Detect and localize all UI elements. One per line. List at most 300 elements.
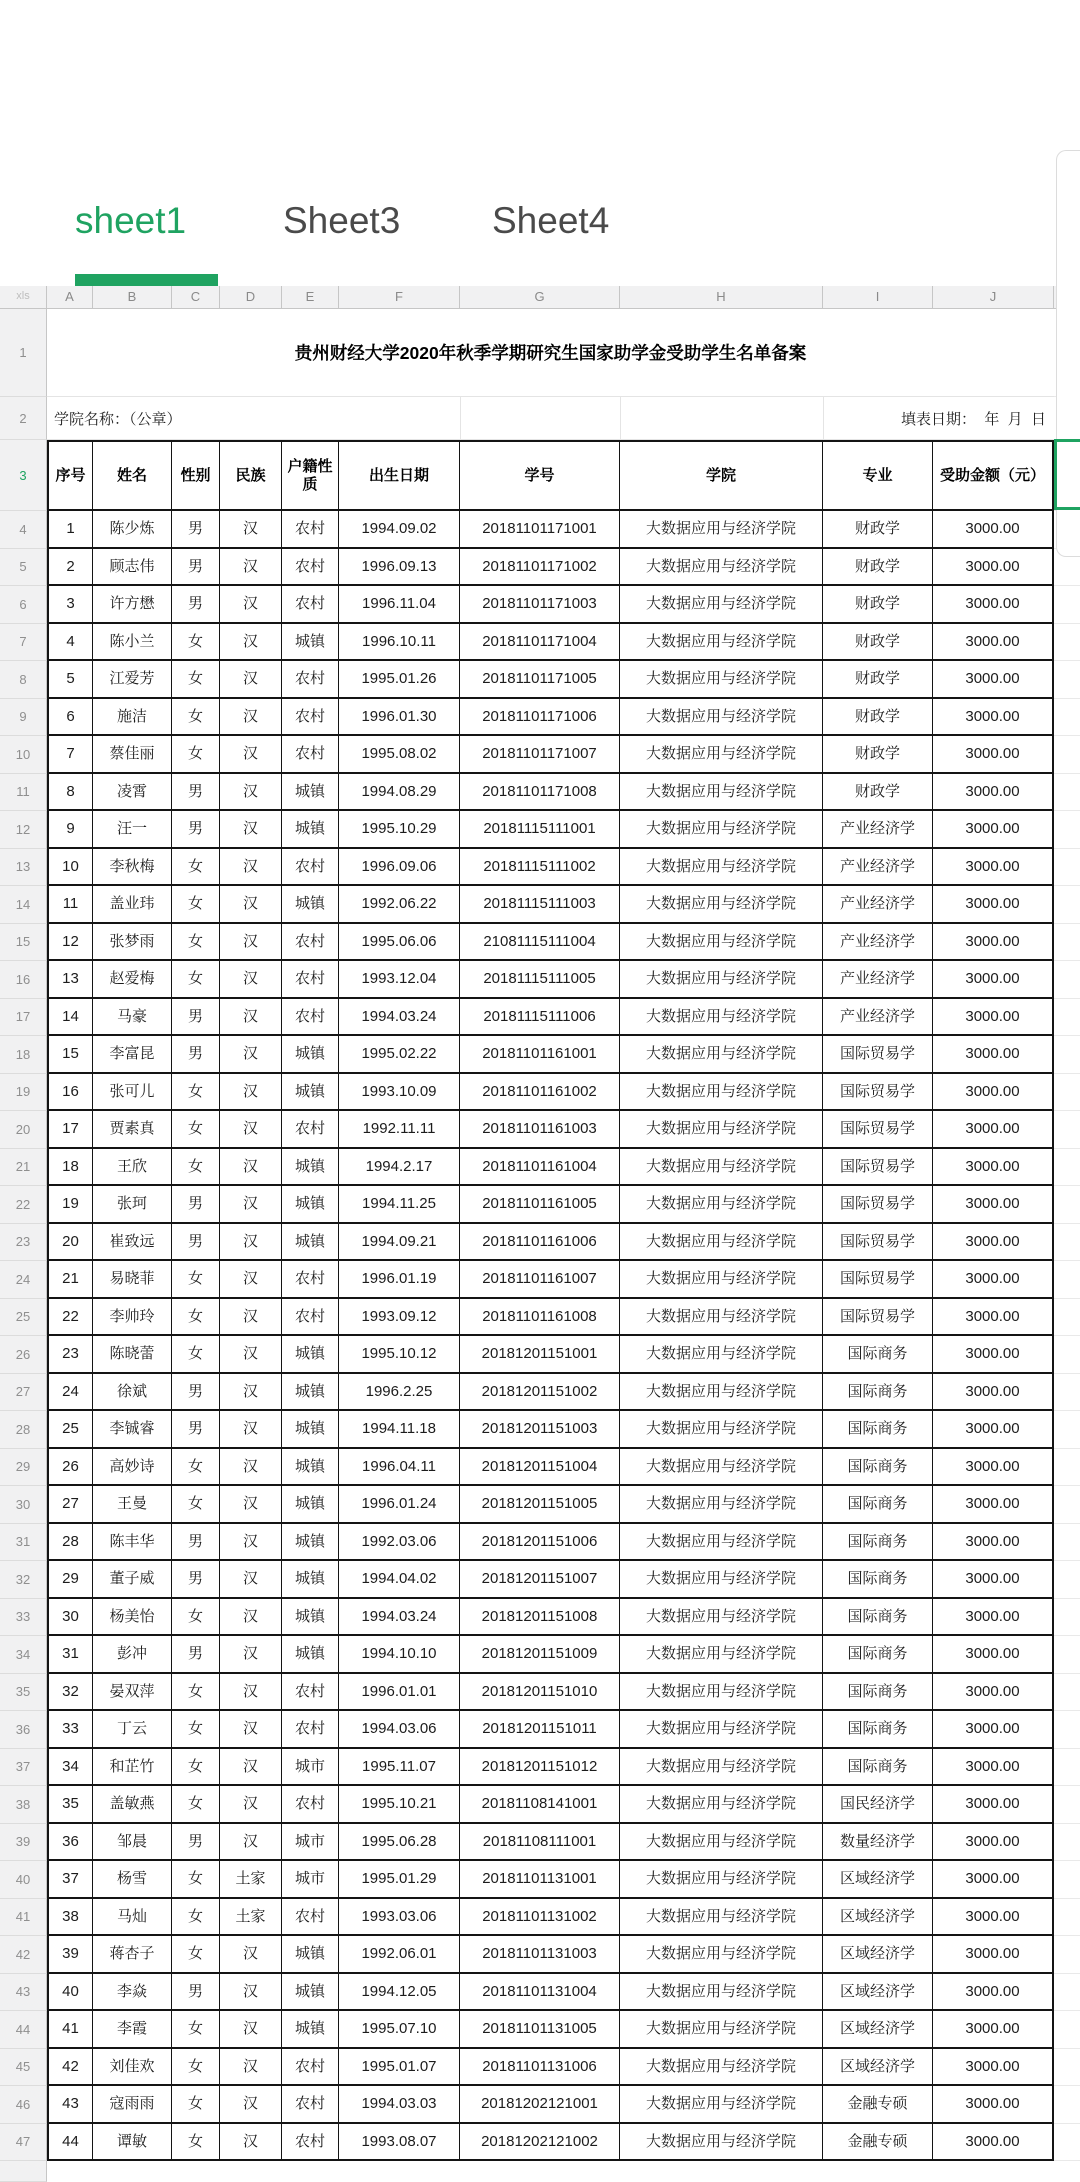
- cell[interactable]: 大数据应用与经济学院: [620, 1299, 823, 1337]
- row-header-32[interactable]: 32: [0, 1561, 47, 1599]
- cell[interactable]: 汉: [220, 1486, 282, 1524]
- college-name-label[interactable]: 学院名称：（公章）: [47, 397, 460, 440]
- cell[interactable]: 王曼: [93, 1486, 172, 1524]
- cell[interactable]: 大数据应用与经济学院: [620, 1824, 823, 1862]
- cell[interactable]: 1996.09.13: [339, 549, 460, 587]
- cell[interactable]: 1995.06.06: [339, 924, 460, 962]
- row-header-21[interactable]: 21: [0, 1149, 47, 1187]
- cell[interactable]: 大数据应用与经济学院: [620, 1899, 823, 1937]
- cell[interactable]: 区域经济学: [823, 1974, 933, 2012]
- cell[interactable]: 大数据应用与经济学院: [620, 1336, 823, 1374]
- empty-cell[interactable]: [1054, 586, 1080, 624]
- cell[interactable]: 汉: [220, 624, 282, 662]
- cell[interactable]: 城市: [282, 1861, 339, 1899]
- cell[interactable]: 1994.03.06: [339, 1711, 460, 1749]
- cell[interactable]: 城镇: [282, 1449, 339, 1487]
- cell[interactable]: 国际商务: [823, 1411, 933, 1449]
- row-header-40[interactable]: 40: [0, 1861, 47, 1899]
- cell[interactable]: 女: [172, 924, 220, 962]
- cell[interactable]: 大数据应用与经济学院: [620, 699, 823, 737]
- cell[interactable]: 女: [172, 1449, 220, 1487]
- cell[interactable]: 赵爱梅: [93, 961, 172, 999]
- cell[interactable]: 20181101171006: [460, 699, 620, 737]
- cell[interactable]: 29: [47, 1561, 93, 1599]
- cell[interactable]: 3000.00: [933, 699, 1054, 737]
- empty-cell[interactable]: [1054, 661, 1080, 699]
- row-header-29[interactable]: 29: [0, 1449, 47, 1487]
- cell[interactable]: 3: [47, 586, 93, 624]
- cell[interactable]: 1996.10.11: [339, 624, 460, 662]
- row-header-10[interactable]: 10: [0, 736, 47, 774]
- cell[interactable]: 汉: [220, 1336, 282, 1374]
- cell[interactable]: 大数据应用与经济学院: [620, 1186, 823, 1224]
- cell[interactable]: 1993.10.09: [339, 1074, 460, 1112]
- cell[interactable]: 李霞: [93, 2011, 172, 2049]
- cell[interactable]: 女: [172, 2049, 220, 2087]
- cell[interactable]: 1995.01.29: [339, 1861, 460, 1899]
- empty-cell[interactable]: [1054, 1974, 1080, 2012]
- cell[interactable]: 女: [172, 1074, 220, 1112]
- column-header-A[interactable]: A: [47, 286, 93, 308]
- column-header-B[interactable]: B: [93, 286, 172, 308]
- empty-cell[interactable]: [1054, 1861, 1080, 1899]
- cell[interactable]: 大数据应用与经济学院: [620, 624, 823, 662]
- cell[interactable]: 3000.00: [933, 1449, 1054, 1487]
- cell[interactable]: 大数据应用与经济学院: [620, 1636, 823, 1674]
- row-header-15[interactable]: 15: [0, 924, 47, 962]
- cell[interactable]: 13: [47, 961, 93, 999]
- cell[interactable]: 20181201151005: [460, 1486, 620, 1524]
- cell[interactable]: 汉: [220, 1261, 282, 1299]
- cell[interactable]: 城镇: [282, 2011, 339, 2049]
- cell[interactable]: 3000.00: [933, 1711, 1054, 1749]
- cell[interactable]: 1992.06.01: [339, 1936, 460, 1974]
- cell[interactable]: 城镇: [282, 1149, 339, 1187]
- cell[interactable]: 产业经济学: [823, 961, 933, 999]
- empty-cell[interactable]: [1054, 1374, 1080, 1412]
- cell[interactable]: 董子威: [93, 1561, 172, 1599]
- empty-cell[interactable]: [1054, 1224, 1080, 1262]
- cell[interactable]: 1996.01.19: [339, 1261, 460, 1299]
- cell[interactable]: 19: [47, 1186, 93, 1224]
- cell[interactable]: 20181201151002: [460, 1374, 620, 1412]
- cell[interactable]: 3000.00: [933, 661, 1054, 699]
- cell[interactable]: 汉: [220, 1599, 282, 1637]
- empty-cell[interactable]: [1054, 2011, 1080, 2049]
- cell[interactable]: 2: [47, 549, 93, 587]
- cell[interactable]: 财政学: [823, 774, 933, 812]
- cell[interactable]: 20181108111001: [460, 1824, 620, 1862]
- cell[interactable]: 汉: [220, 1411, 282, 1449]
- cell[interactable]: 1995.10.29: [339, 811, 460, 849]
- cell[interactable]: 马灿: [93, 1899, 172, 1937]
- cell[interactable]: 大数据应用与经济学院: [620, 736, 823, 774]
- empty-cell[interactable]: [1054, 999, 1080, 1037]
- cell[interactable]: 3000.00: [933, 1636, 1054, 1674]
- cell[interactable]: 汉: [220, 1074, 282, 1112]
- cell[interactable]: 1994.12.05: [339, 1974, 460, 2012]
- cell[interactable]: 3000.00: [933, 1036, 1054, 1074]
- cell[interactable]: 38: [47, 1899, 93, 1937]
- empty-cell[interactable]: [1054, 1149, 1080, 1187]
- cell[interactable]: 1994.03.03: [339, 2086, 460, 2124]
- cell[interactable]: 1993.08.07: [339, 2124, 460, 2162]
- row-header-39[interactable]: 39: [0, 1824, 47, 1862]
- cell[interactable]: 女: [172, 1486, 220, 1524]
- empty-cell[interactable]: [1054, 1636, 1080, 1674]
- cell[interactable]: 7: [47, 736, 93, 774]
- row-header-23[interactable]: 23: [0, 1224, 47, 1262]
- cell[interactable]: 1995.10.12: [339, 1336, 460, 1374]
- cell[interactable]: 女: [172, 699, 220, 737]
- cell[interactable]: 大数据应用与经济学院: [620, 1674, 823, 1712]
- cell[interactable]: 1996.11.04: [339, 586, 460, 624]
- cell[interactable]: 大数据应用与经济学院: [620, 1749, 823, 1787]
- cell[interactable]: 杨美怡: [93, 1599, 172, 1637]
- cell[interactable]: 23: [47, 1336, 93, 1374]
- cell[interactable]: 大数据应用与经济学院: [620, 1411, 823, 1449]
- cell[interactable]: 大数据应用与经济学院: [620, 1149, 823, 1187]
- cell[interactable]: 汉: [220, 1149, 282, 1187]
- cell[interactable]: 20181201151012: [460, 1749, 620, 1787]
- cell[interactable]: 16: [47, 1074, 93, 1112]
- cell[interactable]: 女: [172, 1786, 220, 1824]
- cell[interactable]: 1996.01.01: [339, 1674, 460, 1712]
- cell[interactable]: 城镇: [282, 1411, 339, 1449]
- cell[interactable]: 国际商务: [823, 1636, 933, 1674]
- empty-cell[interactable]: [620, 397, 823, 440]
- cell[interactable]: 晏双萍: [93, 1674, 172, 1712]
- cell[interactable]: 3000.00: [933, 999, 1054, 1037]
- cell[interactable]: 1995.01.26: [339, 661, 460, 699]
- cell[interactable]: 3000.00: [933, 961, 1054, 999]
- cell[interactable]: 3000.00: [933, 1261, 1054, 1299]
- cell[interactable]: 大数据应用与经济学院: [620, 1599, 823, 1637]
- cell[interactable]: 女: [172, 1149, 220, 1187]
- cell[interactable]: 城镇: [282, 1374, 339, 1412]
- cell[interactable]: 3000.00: [933, 1486, 1054, 1524]
- empty-cell[interactable]: [460, 397, 620, 440]
- cell[interactable]: 1994.04.02: [339, 1561, 460, 1599]
- row-header-34[interactable]: 34: [0, 1636, 47, 1674]
- cell[interactable]: 财政学: [823, 736, 933, 774]
- column-header-H[interactable]: H: [620, 286, 823, 308]
- cell[interactable]: 3000.00: [933, 811, 1054, 849]
- cell[interactable]: 国际贸易学: [823, 1074, 933, 1112]
- row-header-19[interactable]: 19: [0, 1074, 47, 1112]
- cell[interactable]: 国际商务: [823, 1599, 933, 1637]
- row-header-26[interactable]: 26: [0, 1336, 47, 1374]
- cell[interactable]: 陈少炼: [93, 511, 172, 549]
- cell[interactable]: 37: [47, 1861, 93, 1899]
- cell[interactable]: 1994.10.10: [339, 1636, 460, 1674]
- cell[interactable]: 大数据应用与经济学院: [620, 1786, 823, 1824]
- cell[interactable]: 城镇: [282, 811, 339, 849]
- cell[interactable]: 大数据应用与经济学院: [620, 811, 823, 849]
- cell[interactable]: 18: [47, 1149, 93, 1187]
- row-header-4[interactable]: 4: [0, 511, 47, 549]
- cell[interactable]: 国际贸易学: [823, 1261, 933, 1299]
- row-header-18[interactable]: 18: [0, 1036, 47, 1074]
- select-all-corner[interactable]: xls: [0, 286, 47, 308]
- cell[interactable]: 国际贸易学: [823, 1036, 933, 1074]
- row-header-6[interactable]: 6: [0, 586, 47, 624]
- row-header-12[interactable]: 12: [0, 811, 47, 849]
- cell[interactable]: 44: [47, 2124, 93, 2162]
- cell[interactable]: 大数据应用与经济学院: [620, 1261, 823, 1299]
- cell[interactable]: 汉: [220, 1786, 282, 1824]
- cell[interactable]: 女: [172, 1261, 220, 1299]
- cell[interactable]: 男: [172, 1636, 220, 1674]
- cell[interactable]: 15: [47, 1036, 93, 1074]
- cell[interactable]: 20181101171001: [460, 511, 620, 549]
- cell[interactable]: 大数据应用与经济学院: [620, 849, 823, 887]
- cell[interactable]: 3000.00: [933, 1561, 1054, 1599]
- cell[interactable]: 城镇: [282, 1224, 339, 1262]
- cell[interactable]: 农村: [282, 1111, 339, 1149]
- row-header-2[interactable]: 2: [0, 397, 47, 440]
- header-cell[interactable]: 专业: [823, 440, 933, 511]
- cell[interactable]: 国际贸易学: [823, 1111, 933, 1149]
- column-header-E[interactable]: E: [282, 286, 339, 308]
- cell[interactable]: 21081115111004: [460, 924, 620, 962]
- cell[interactable]: 产业经济学: [823, 886, 933, 924]
- cell[interactable]: 汉: [220, 961, 282, 999]
- empty-cell[interactable]: [1054, 1186, 1080, 1224]
- cell[interactable]: 20181101161003: [460, 1111, 620, 1149]
- cell[interactable]: 汉: [220, 924, 282, 962]
- cell[interactable]: 21: [47, 1261, 93, 1299]
- cell[interactable]: 汉: [220, 1561, 282, 1599]
- cell[interactable]: 大数据应用与经济学院: [620, 1449, 823, 1487]
- cell[interactable]: 20181101131004: [460, 1974, 620, 2012]
- cell[interactable]: 20181101131001: [460, 1861, 620, 1899]
- cell[interactable]: 国际贸易学: [823, 1186, 933, 1224]
- empty-cell[interactable]: [1054, 1336, 1080, 1374]
- cell[interactable]: 3000.00: [933, 1599, 1054, 1637]
- cell[interactable]: 1995.02.22: [339, 1036, 460, 1074]
- empty-cell[interactable]: [1054, 1899, 1080, 1937]
- column-header-G[interactable]: G: [460, 286, 620, 308]
- cell[interactable]: 农村: [282, 549, 339, 587]
- cell[interactable]: 3000.00: [933, 1674, 1054, 1712]
- cell[interactable]: 35: [47, 1786, 93, 1824]
- cell[interactable]: 女: [172, 1111, 220, 1149]
- row-header-44[interactable]: 44: [0, 2011, 47, 2049]
- cell[interactable]: 区域经济学: [823, 1861, 933, 1899]
- cell[interactable]: 大数据应用与经济学院: [620, 999, 823, 1037]
- cell[interactable]: 汪一: [93, 811, 172, 849]
- empty-cell[interactable]: [1054, 1824, 1080, 1862]
- cell[interactable]: 女: [172, 2011, 220, 2049]
- cell[interactable]: 国际贸易学: [823, 1149, 933, 1187]
- cell[interactable]: 1995.11.07: [339, 1749, 460, 1787]
- cell[interactable]: 汉: [220, 1186, 282, 1224]
- cell[interactable]: 1996.01.24: [339, 1486, 460, 1524]
- cell[interactable]: 施洁: [93, 699, 172, 737]
- empty-cell[interactable]: [1054, 2124, 1080, 2162]
- cell[interactable]: 20181201151009: [460, 1636, 620, 1674]
- cell[interactable]: 李帅玲: [93, 1299, 172, 1337]
- cell[interactable]: 汉: [220, 586, 282, 624]
- cell[interactable]: 1994.03.24: [339, 1599, 460, 1637]
- cell[interactable]: 3000.00: [933, 1749, 1054, 1787]
- cell[interactable]: 3000.00: [933, 1111, 1054, 1149]
- cell[interactable]: 国际商务: [823, 1711, 933, 1749]
- cell[interactable]: 男: [172, 1374, 220, 1412]
- cell[interactable]: 男: [172, 1224, 220, 1262]
- cell[interactable]: 4: [47, 624, 93, 662]
- cell[interactable]: 20181101171003: [460, 586, 620, 624]
- row-header-28[interactable]: 28: [0, 1411, 47, 1449]
- cell[interactable]: 区域经济学: [823, 1936, 933, 1974]
- cell[interactable]: 城镇: [282, 1074, 339, 1112]
- empty-cell[interactable]: [1054, 736, 1080, 774]
- cell[interactable]: 财政学: [823, 661, 933, 699]
- cell[interactable]: 城镇: [282, 1336, 339, 1374]
- cell[interactable]: 3000.00: [933, 2124, 1054, 2162]
- row-header-5[interactable]: 5: [0, 549, 47, 587]
- cell[interactable]: 陈小兰: [93, 624, 172, 662]
- cell[interactable]: 20181202121002: [460, 2124, 620, 2162]
- cell[interactable]: 3000.00: [933, 2049, 1054, 2087]
- cell[interactable]: 女: [172, 1711, 220, 1749]
- column-header-I[interactable]: I: [823, 286, 933, 308]
- row-header-9[interactable]: 9: [0, 699, 47, 737]
- cell[interactable]: 1995.06.28: [339, 1824, 460, 1862]
- cell[interactable]: 农村: [282, 961, 339, 999]
- cell[interactable]: 国际商务: [823, 1561, 933, 1599]
- cell[interactable]: 3000.00: [933, 1186, 1054, 1224]
- cell[interactable]: 汉: [220, 661, 282, 699]
- cell[interactable]: 国际商务: [823, 1336, 933, 1374]
- cell[interactable]: 农村: [282, 511, 339, 549]
- cell[interactable]: 农村: [282, 2049, 339, 2087]
- header-cell[interactable]: 学号: [460, 440, 620, 511]
- empty-cell[interactable]: [1054, 849, 1080, 887]
- cell[interactable]: 1994.03.24: [339, 999, 460, 1037]
- cell[interactable]: 贾素真: [93, 1111, 172, 1149]
- tab-sheet1[interactable]: sheet1: [75, 200, 187, 241]
- cell[interactable]: 大数据应用与经济学院: [620, 1374, 823, 1412]
- row-header-22[interactable]: 22: [0, 1186, 47, 1224]
- empty-cell[interactable]: [1054, 2086, 1080, 2124]
- cell[interactable]: 20181101131005: [460, 2011, 620, 2049]
- cell[interactable]: 城镇: [282, 886, 339, 924]
- cell[interactable]: 12: [47, 924, 93, 962]
- cell[interactable]: 大数据应用与经济学院: [620, 1711, 823, 1749]
- cell[interactable]: 41: [47, 2011, 93, 2049]
- cell[interactable]: 女: [172, 1599, 220, 1637]
- cell[interactable]: 3000.00: [933, 849, 1054, 887]
- cell[interactable]: 大数据应用与经济学院: [620, 2086, 823, 2124]
- cell[interactable]: 3000.00: [933, 1786, 1054, 1824]
- row-header-17[interactable]: 17: [0, 999, 47, 1037]
- cell[interactable]: 农村: [282, 2086, 339, 2124]
- column-header-C[interactable]: C: [172, 286, 220, 308]
- cell[interactable]: 汉: [220, 511, 282, 549]
- cell[interactable]: 20181202121001: [460, 2086, 620, 2124]
- cell[interactable]: 20181101171002: [460, 549, 620, 587]
- cell[interactable]: 谭敏: [93, 2124, 172, 2162]
- cell[interactable]: 男: [172, 549, 220, 587]
- cell[interactable]: 14: [47, 999, 93, 1037]
- cell[interactable]: 城镇: [282, 1599, 339, 1637]
- cell[interactable]: 11: [47, 886, 93, 924]
- cell[interactable]: 区域经济学: [823, 1899, 933, 1937]
- cell[interactable]: 农村: [282, 1674, 339, 1712]
- cell[interactable]: 女: [172, 2086, 220, 2124]
- cell[interactable]: 1995.07.10: [339, 2011, 460, 2049]
- header-cell[interactable]: 出生日期: [339, 440, 460, 511]
- row-header-8[interactable]: 8: [0, 661, 47, 699]
- cell[interactable]: 20181101161004: [460, 1149, 620, 1187]
- cell[interactable]: 3000.00: [933, 924, 1054, 962]
- cell[interactable]: 9: [47, 811, 93, 849]
- cell[interactable]: 大数据应用与经济学院: [620, 586, 823, 624]
- cell[interactable]: 24: [47, 1374, 93, 1412]
- cell[interactable]: 财政学: [823, 699, 933, 737]
- row-header-16[interactable]: 16: [0, 961, 47, 999]
- cell[interactable]: 国民经济学: [823, 1786, 933, 1824]
- cell[interactable]: 20181201151006: [460, 1524, 620, 1562]
- cell[interactable]: 汉: [220, 1711, 282, 1749]
- cell[interactable]: 国际贸易学: [823, 1224, 933, 1262]
- cell[interactable]: 1994.11.18: [339, 1411, 460, 1449]
- cell[interactable]: 1996.2.25: [339, 1374, 460, 1412]
- row-header-48[interactable]: [0, 2161, 47, 2182]
- cell[interactable]: 蒋杏子: [93, 1936, 172, 1974]
- cell[interactable]: 张可儿: [93, 1074, 172, 1112]
- cell[interactable]: 农村: [282, 586, 339, 624]
- empty-cell[interactable]: [1054, 1074, 1080, 1112]
- cell[interactable]: 20181201151010: [460, 1674, 620, 1712]
- empty-cell[interactable]: [1054, 1786, 1080, 1824]
- cell[interactable]: 3000.00: [933, 1224, 1054, 1262]
- header-cell[interactable]: 姓名: [93, 440, 172, 511]
- cell[interactable]: 产业经济学: [823, 924, 933, 962]
- cell[interactable]: 大数据应用与经济学院: [620, 1936, 823, 1974]
- cell[interactable]: 1995.01.07: [339, 2049, 460, 2087]
- cell[interactable]: 1993.03.06: [339, 1899, 460, 1937]
- cell[interactable]: 马豪: [93, 999, 172, 1037]
- cell[interactable]: 3000.00: [933, 1524, 1054, 1562]
- cell[interactable]: 32: [47, 1674, 93, 1712]
- cell[interactable]: 刘佳欢: [93, 2049, 172, 2087]
- cell[interactable]: 国际商务: [823, 1374, 933, 1412]
- cell[interactable]: 大数据应用与经济学院: [620, 1224, 823, 1262]
- cell[interactable]: 1994.09.21: [339, 1224, 460, 1262]
- cell[interactable]: 女: [172, 886, 220, 924]
- cell[interactable]: 大数据应用与经济学院: [620, 2011, 823, 2049]
- cell[interactable]: 汉: [220, 999, 282, 1037]
- cell[interactable]: 凌霄: [93, 774, 172, 812]
- cell[interactable]: 1992.03.06: [339, 1524, 460, 1562]
- row-header-33[interactable]: 33: [0, 1599, 47, 1637]
- cell[interactable]: 财政学: [823, 586, 933, 624]
- cell[interactable]: 20181108141001: [460, 1786, 620, 1824]
- cell[interactable]: 20181101161008: [460, 1299, 620, 1337]
- cell[interactable]: 许方懋: [93, 586, 172, 624]
- cell[interactable]: 数量经济学: [823, 1824, 933, 1862]
- cell[interactable]: 杨雪: [93, 1861, 172, 1899]
- cell[interactable]: 20181201151011: [460, 1711, 620, 1749]
- cell[interactable]: 大数据应用与经济学院: [620, 1561, 823, 1599]
- row-header-13[interactable]: 13: [0, 849, 47, 887]
- cell[interactable]: 1996.09.06: [339, 849, 460, 887]
- cell[interactable]: 3000.00: [933, 586, 1054, 624]
- cell[interactable]: 3000.00: [933, 886, 1054, 924]
